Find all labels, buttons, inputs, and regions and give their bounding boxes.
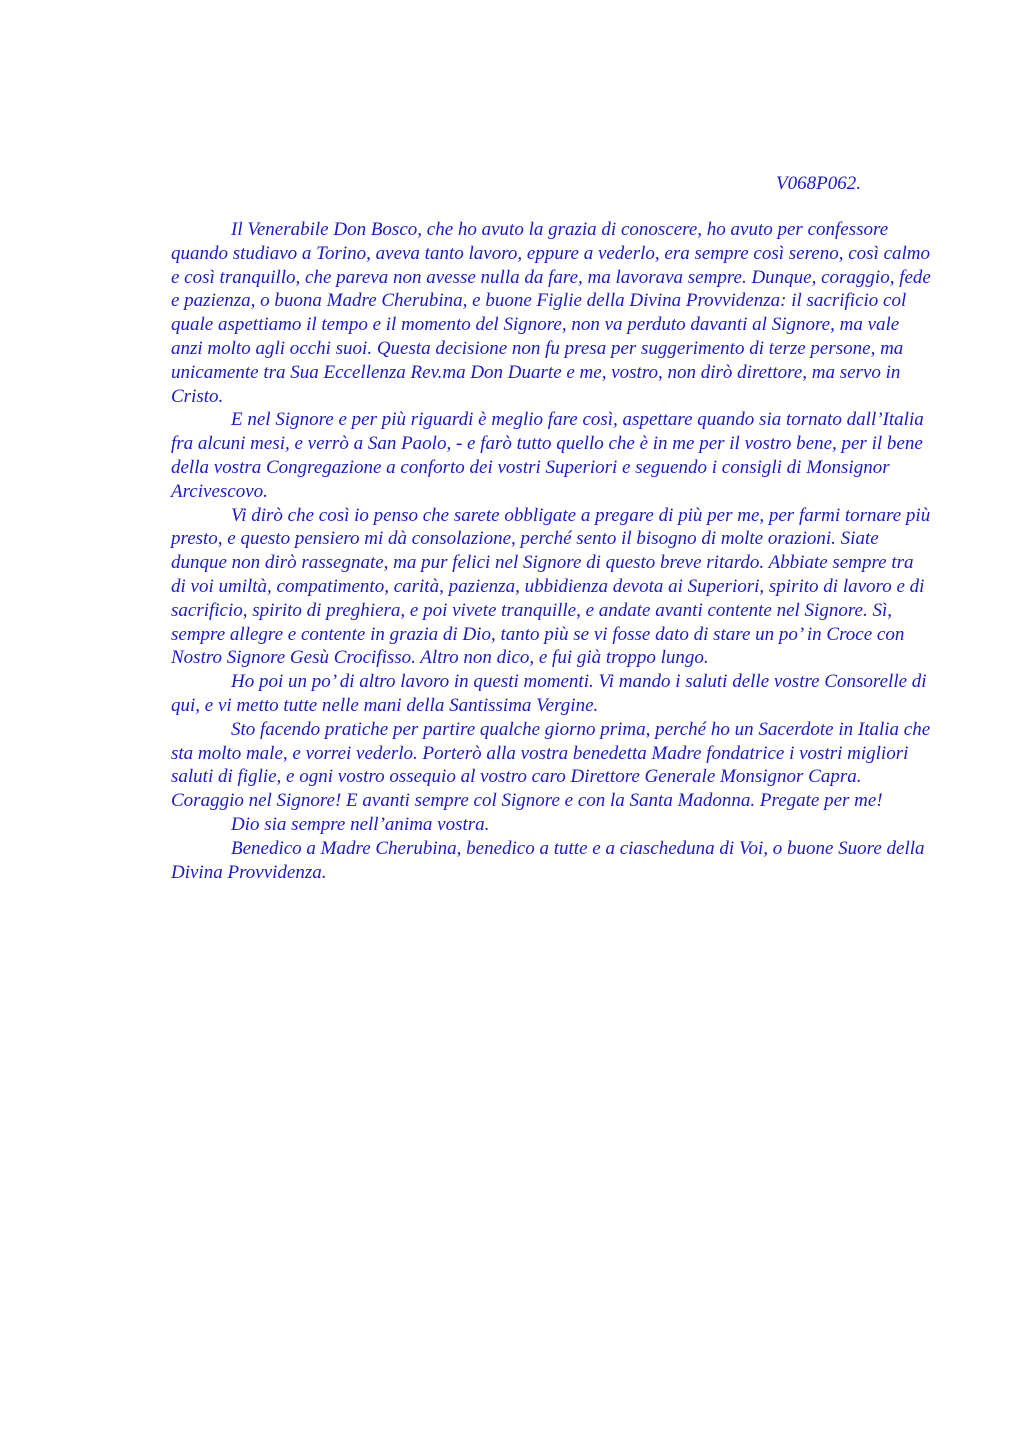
paragraph-4: Ho poi un po’ di altro lavoro in questi momenti. Vi mando i saluti delle vostre Consorelle di qui, e vi metto tutte nelle mani della Santissima Vergine. — [171, 671, 927, 716]
paragraph-2: E nel Signore e per più riguardi è meglio fare così, aspettare quando sia tornato dall’Italia fra alcuni mesi, e verrò a San Paolo, - e farò tutto quello che è in me per il vostro bene, per il bene della vostra Congregazione a conforto dei vostri Superiori e seguendo i consigli di Monsignor Arcivescovo. — [171, 409, 924, 502]
paragraph-6: Dio sia sempre nell’anima vostra. — [231, 813, 490, 835]
paragraph-5: Sto facendo pratiche per partire qualche giorno prima, perché ho un Sacerdote in Italia che sta molto male, e vorrei vederlo. Porterò alla vostra benedetta Madre fondatrice i vostri migliori saluti di figlie, e ogni vostro ossequio al vostro caro Direttore Generale Monsignor Capra. Coraggio nel Signore! E avanti sempre col Signore e con la Santa Madonna. Pregate per me! — [171, 718, 931, 812]
paragraph-1: Il Venerabile Don Bosco, che ho avuto la grazia di conoscere, ho avuto per confessore quando studiavo a Torino, aveva tanto lavoro, eppure a vederlo, era sempre così sereno, così calmo e così tranquillo, che pareva non avesse nulla da fare, ma lavorava sempre. Dunque, coraggio, fede e pazienza, o buona Madre Cherubina, e buone Figlie della Divina Provvidenza: il sacrificio col quale aspettiamo il tempo e il momento del Signore, non va perduto davanti al Signore, ma vale anzi molto agli occhi suoi. Questa decisione non fu presa per suggerimento di terze persone, ma unicamente tra Sua Eccellenza Rev.ma Don Duarte e me, vostro, non dirò direttore, ma servo in Cristo. — [171, 219, 931, 407]
letter-body — [171, 218, 931, 884]
document-id: V068P062. — [776, 173, 861, 194]
paragraph-7: Benedico a Madre Cherubina, benedico a tutte e a ciascheduna di Voi, o buone Suore della Divina Provvidenza. — [171, 837, 925, 883]
paragraph-3: Vi dirò che così io penso che sarete obbligate a pregare di più per me, per farmi tornare più presto, e questo pensiero mi dà consolazione, perché sento il bisogno di molte orazioni. Siate dunque non dirò rassegnate, ma pur felici nel Signore di questo breve ritardo. Abbiate sempre tra di voi umiltà, compatimento, carità, pazienza, ubbidienza devota ai Superiori, spirito di lavoro e di sacrificio, spirito di preghiera, e poi vivete tranquille, e andate avanti contente nel Signore. Sì, sempre allegre e contente in grazia di Dio, tanto più se vi fosse dato di stare un po’ in Croce con Nostro Signore Gesù Crocifisso. Altro non dico, e fui già troppo lungo. — [171, 504, 931, 669]
